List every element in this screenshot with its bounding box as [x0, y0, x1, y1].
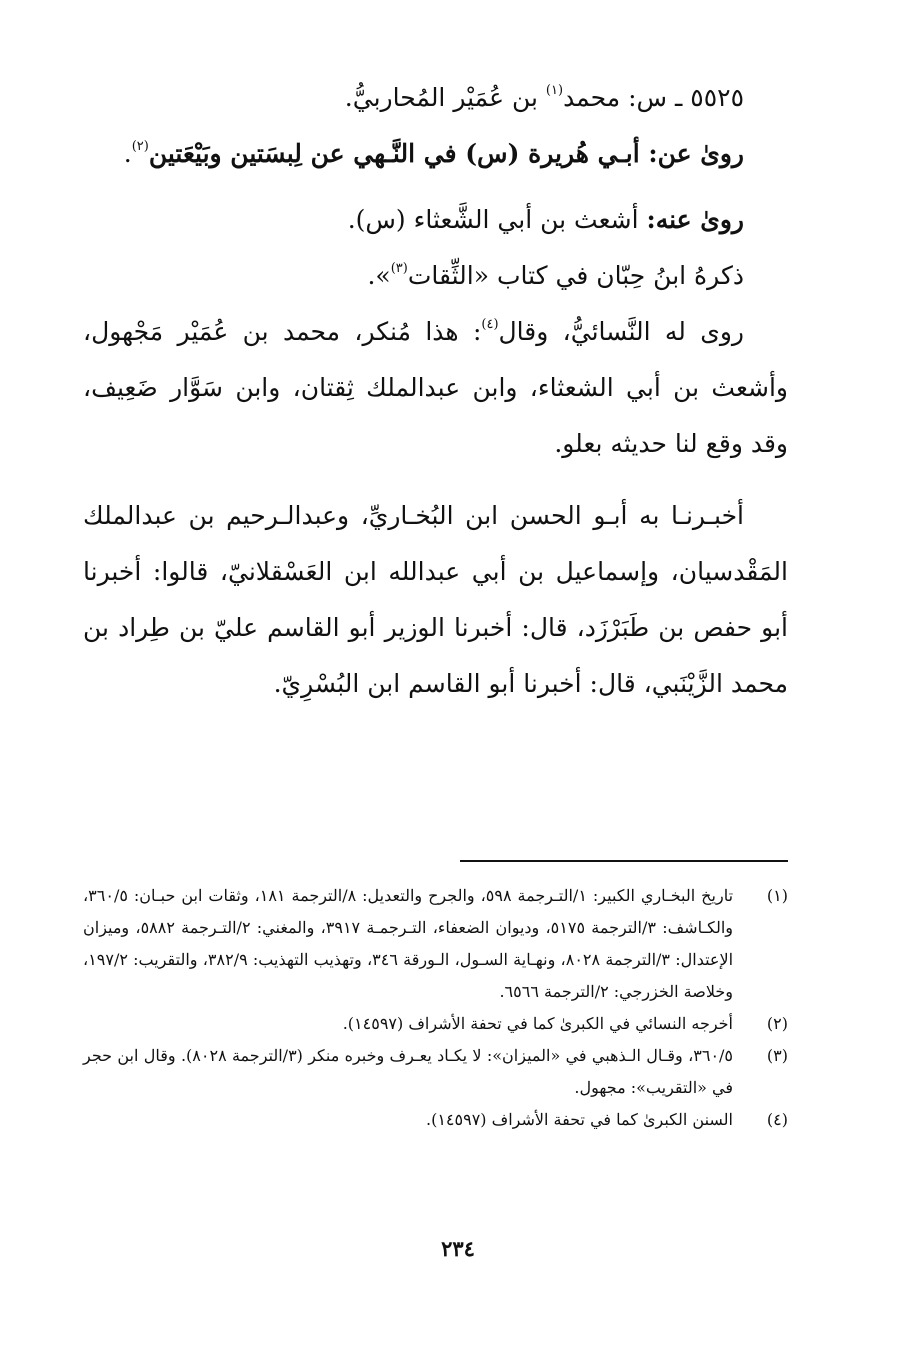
isnad-paragraph: أخبـرنـا به أبـو الحسن ابن البُخـاريِّ، وعبدالـرحيم بن عبدالملك المَقْدسيان، وإسماعيل بن أبي عبدالله ابن العَسْقلانيّ، قالوا: أخبرنا أبو حفص بن طَبَرْزَد، قال: أخبرنا الوزير أبو القاسم عليّ بن طِراد بن محمد الزَّيْنَبي، قال: أخبرنا أبو القاسم ابن البُسْرِيّ.	[83, 501, 788, 698]
footnote-number: (٤)	[766, 1110, 788, 1129]
ibn-hibban-note: ذكرهُ ابنُ حِبّان في كتاب «الثِّقات$^{(٣)}$».	[367, 261, 744, 290]
footnote-separator	[460, 860, 788, 862]
narrated-by: روىٰ عنه: أشعث بن أبي الشَّعثاء (س).	[347, 205, 744, 234]
footnote-number: (١)	[766, 886, 788, 905]
footnote-ref-3: (٣)	[390, 261, 408, 276]
footnote-text: أخرجه النسائي في الكبرىٰ كما في تحفة الأشراف (١٤٥٩٧).	[342, 1014, 733, 1033]
footnote-number: (٢)	[766, 1014, 788, 1033]
page-number: ٢٣٤	[441, 1236, 475, 1261]
footnote-ref-4: (٤)	[481, 317, 499, 332]
footnotes	[83, 880, 788, 1136]
nasai-note: روى له النَّسائيُّ، وقال$^{(٤)}$: هذا مُنكر، محمد بن عُمَيْر مَجْهول، وأشعث بن أبي الشعثاء، وابن عبدالملك ثِقتان، وابن سَوَّار ضَعِيف، وقد وقع لنا حديثه بعلو.	[83, 317, 788, 458]
footnote-text: السنن الكبرىٰ كما في تحفة الأشراف (١٤٥٩٧).	[425, 1110, 733, 1129]
footnote-number: (٣)	[766, 1046, 788, 1065]
footnote-ref-2: (٢)	[131, 139, 149, 154]
footnote	[83, 1104, 788, 1136]
footnote-text: تاريخ البخـاري الكبير: ١/التـرجمة ٥٩٨، والجرح والتعديل: ٨/الترجمة ١٨١، وثقات ابن حبـان: ٣٦٠/٥، والكـاشف: ٣/الترجمة ٥١٧٥، وديوان الضعفاء، التـرجمـة ٣٩١٧، والمغني: ٢/التـرجمة ٥٨٨٢، وميزان الإعتدال: ٣/الترجمة ٨٠٢٨، ونهـاية السـول، الـورقة ٣٤٦، وتهذيب التهذيب: ٣٨٢/٩، والتقريب: ١٩٧/٢، وخلاصة الخزرجي: ٢/الترجمة ٦٥٦٦.	[83, 886, 734, 1001]
footnote	[83, 880, 788, 1008]
footnote-ref-1: (١)	[545, 83, 564, 98]
narrates-from: روىٰ عن: أبـي هُريرة (س) في النَّـهي عن لِبسَتين وبَيْعَتين$^{(٢)}$.	[123, 139, 744, 168]
main-text	[83, 70, 788, 712]
footnote	[83, 1008, 788, 1040]
footnote-text: ٣٦٠/٥، وقـال الـذهبي في «الميزان»: لا يكـاد يعـرف وخبره منكر (٣/الترجمة ٨٠٢٨). وقال ابن حجر في «التقريب»: مجهول.	[83, 1046, 734, 1097]
footnote	[83, 1040, 788, 1104]
entry-heading: ٥٥٢٥ ـ س: محمد$^{(١)}$ بن عُمَيْر المُحاربيُّ.	[344, 83, 744, 112]
